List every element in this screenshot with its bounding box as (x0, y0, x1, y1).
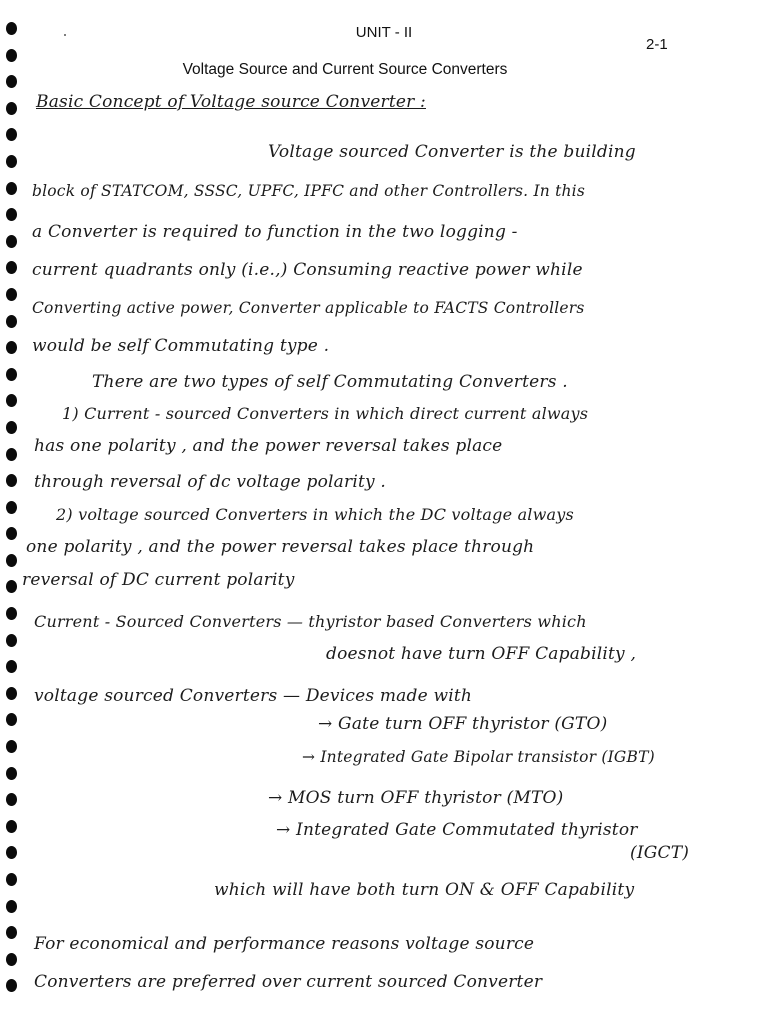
binder-hole (6, 900, 17, 913)
binder-hole (6, 740, 17, 753)
binder-hole (6, 341, 17, 354)
binder-holes (6, 22, 20, 1006)
binder-hole (6, 128, 17, 141)
binder-hole (6, 687, 17, 700)
binder-hole (6, 368, 17, 381)
binder-hole (6, 102, 17, 115)
section-heading: Basic Concept of Voltage source Converter : (36, 92, 426, 112)
binder-hole (6, 155, 17, 168)
note-line: → Integrated Gate Bipolar transistor (IGBT) (302, 748, 655, 766)
binder-hole (6, 607, 17, 620)
note-line: through reversal of dc voltage polarity . (34, 472, 387, 492)
page-number: 2-1 (646, 36, 668, 53)
binder-hole (6, 554, 17, 567)
binder-hole (6, 235, 17, 248)
note-line: one polarity , and the power reversal takes place through (26, 537, 535, 557)
note-line: reversal of DC current polarity (22, 570, 295, 590)
binder-hole (6, 448, 17, 461)
note-line: block of STATCOM, SSSC, UPFC, IPFC and other Controllers. In this (32, 182, 585, 200)
note-line: For economical and performance reasons voltage source (34, 934, 535, 954)
binder-hole (6, 394, 17, 407)
page-subtitle: Voltage Source and Current Source Converters (182, 61, 508, 78)
binder-hole (6, 580, 17, 593)
binder-hole (6, 288, 17, 301)
note-line: Converters are preferred over current sourced Converter (34, 972, 543, 992)
binder-hole (6, 713, 17, 726)
binder-hole (6, 953, 17, 966)
note-line: current quadrants only (i.e.,) Consuming reactive power while (32, 260, 583, 280)
note-line: would be self Commutating type . (32, 336, 330, 356)
binder-hole (6, 873, 17, 886)
binder-hole (6, 527, 17, 540)
note-line: → MOS turn OFF thyristor (MTO) (268, 788, 564, 808)
binder-hole (6, 926, 17, 939)
note-line: → Integrated Gate Commutated thyristor (276, 820, 638, 840)
binder-hole (6, 846, 17, 859)
unit-title: UNIT - II (355, 24, 413, 41)
note-line: has one polarity , and the power reversal takes place (34, 436, 503, 456)
binder-hole (6, 501, 17, 514)
note-line: 2) voltage sourced Converters in which the DC voltage always (56, 505, 574, 524)
note-line: doesnot have turn OFF Capability , (326, 644, 637, 664)
binder-hole (6, 182, 17, 195)
binder-hole (6, 49, 17, 62)
binder-hole (6, 474, 17, 487)
note-line: There are two types of self Commutating Converters . (92, 372, 568, 392)
note-line: a Converter is required to function in the two logging - (32, 222, 518, 242)
note-line: Current - Sourced Converters — thyristor based Converters which (34, 612, 587, 631)
binder-hole (6, 660, 17, 673)
note-line: 1) Current - sourced Converters in which direct current always (62, 404, 589, 423)
binder-hole (6, 979, 17, 992)
binder-hole (6, 634, 17, 647)
note-line: voltage sourced Converters — Devices made with (34, 686, 473, 706)
note-line: → Gate turn OFF thyristor (GTO) (318, 714, 608, 734)
binder-hole (6, 820, 17, 833)
binder-hole (6, 261, 17, 274)
binder-hole (6, 421, 17, 434)
binder-hole (6, 793, 17, 806)
note-line: (IGCT) (630, 843, 690, 863)
binder-hole (6, 315, 17, 328)
note-line: Voltage sourced Converter is the building (268, 142, 636, 162)
binder-hole (6, 767, 17, 780)
note-line: which will have both turn ON & OFF Capability (214, 880, 635, 900)
binder-hole (6, 208, 17, 221)
note-line: Converting active power, Converter applicable to FACTS Controllers (32, 299, 585, 317)
